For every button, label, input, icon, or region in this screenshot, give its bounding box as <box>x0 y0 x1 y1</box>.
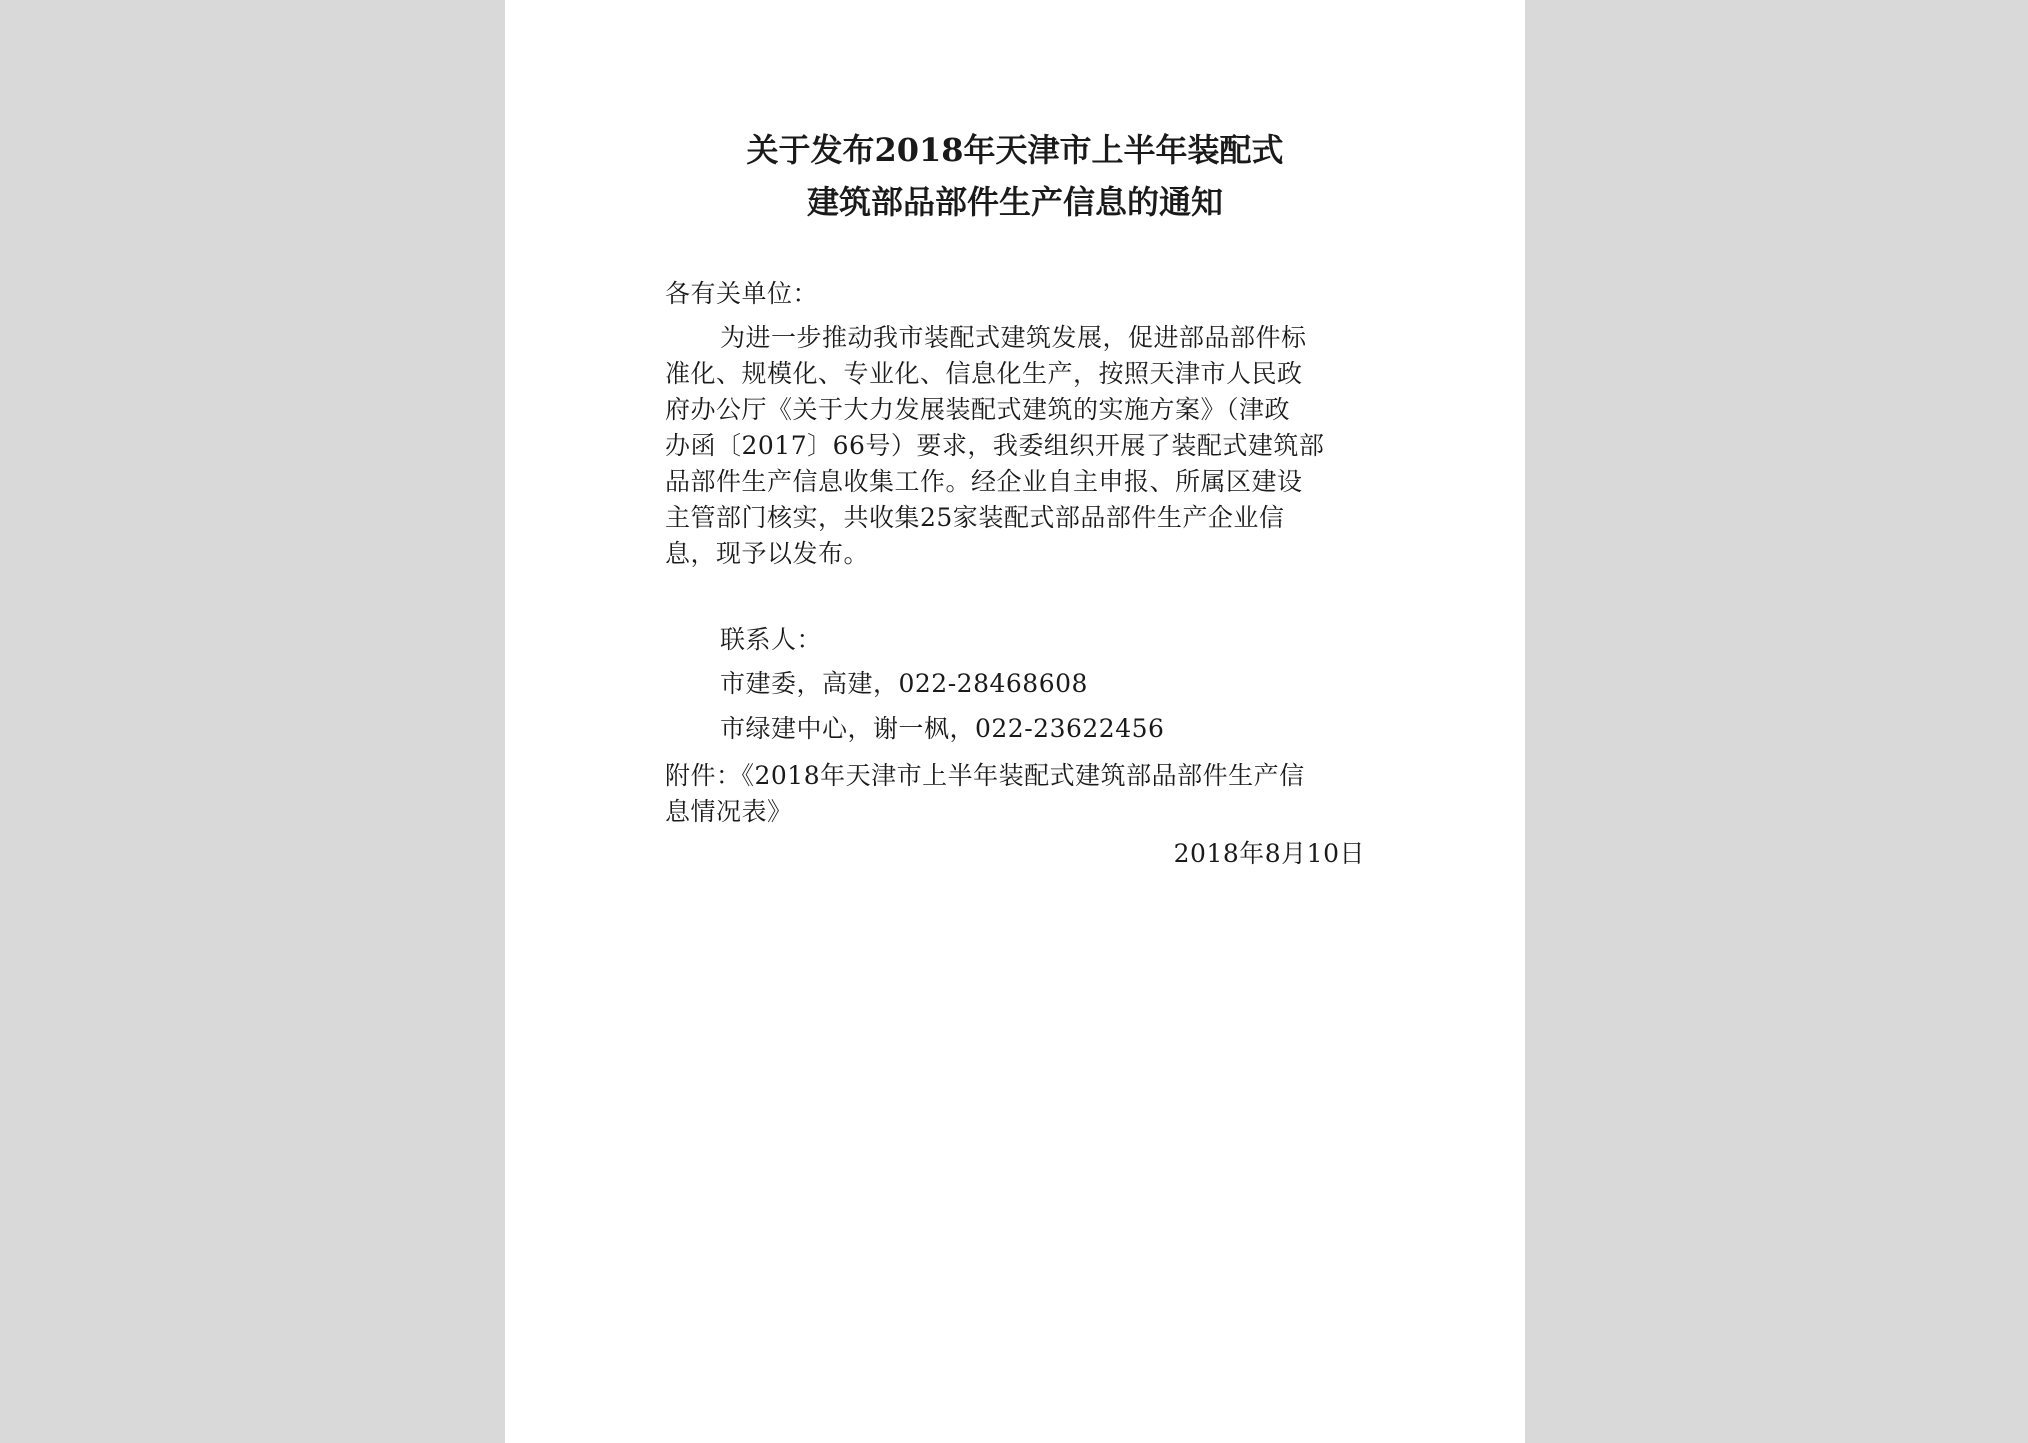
body-line-6: 主管部门核实，共收集25家装配式部品部件生产企业信 <box>665 503 1285 532</box>
document-date: 2018年8月10日 <box>1173 839 1365 868</box>
contact-heading: 联系人： <box>720 625 823 654</box>
body-line-3: 府办公厅《关于大力发展装配式建筑的实施方案》（津政 <box>665 395 1291 424</box>
body-line-7: 息，现予以发布。 <box>665 539 870 568</box>
attachment-line-2: 息情况表》 <box>665 797 793 826</box>
body-line-5: 品部件生产信息收集工作。经企业自主申报、所属区建设 <box>665 467 1303 496</box>
salutation: 各有关单位： <box>665 279 819 308</box>
body-line-4: 办函〔2017〕66号）要求，我委组织开展了装配式建筑部 <box>665 431 1325 460</box>
contact-line-2: 市绿建中心，谢一枫，022-23622456 <box>720 714 1165 743</box>
contact-line-1: 市建委，高建，022-28468608 <box>720 669 1088 698</box>
document-title-line-1: 关于发布2018年天津市上半年装配式 <box>746 131 1284 169</box>
document-title-line-2: 建筑部品部件生产信息的通知 <box>806 183 1223 221</box>
body-line-1: 为进一步推动我市装配式建筑发展，促进部品部件标 <box>720 323 1307 352</box>
body-line-2: 准化、规模化、专业化、信息化生产，按照天津市人民政 <box>665 359 1303 388</box>
attachment-line-1: 附件：《2018年天津市上半年装配式建筑部品部件生产信 <box>665 761 1305 790</box>
document-page <box>505 0 1525 1443</box>
